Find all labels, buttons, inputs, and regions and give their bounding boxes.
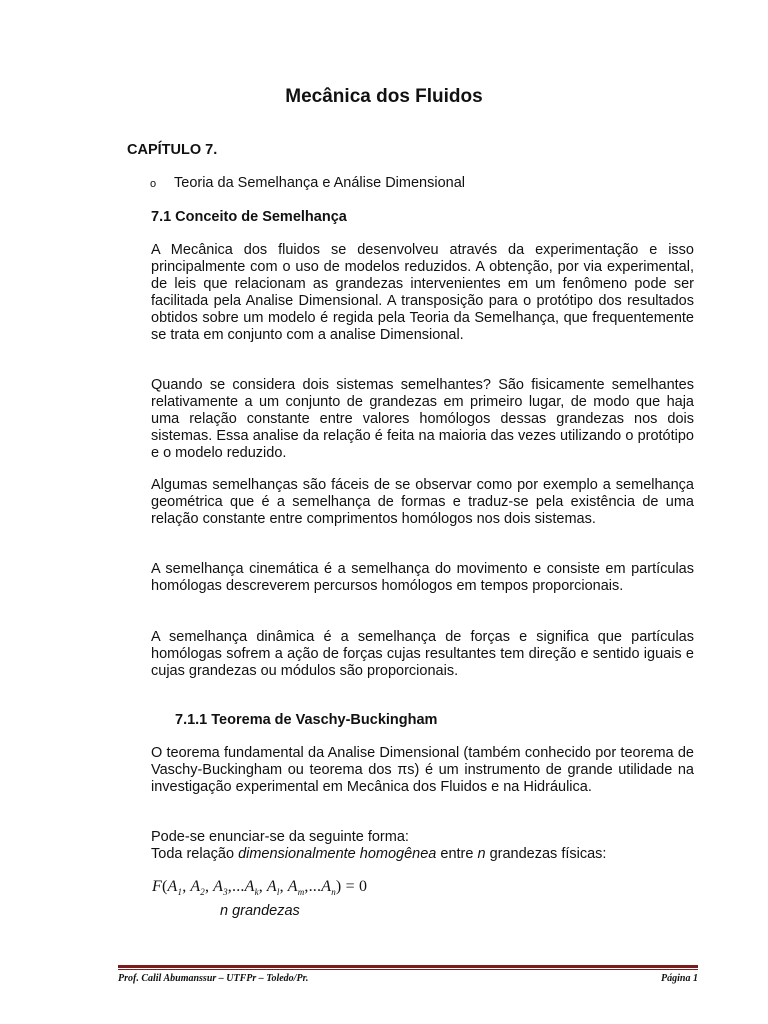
paragraph-1: A Mecânica dos fluidos se desenvolveu através da experimentação e isso principalmente com o uso de modelos reduzidos. A obtenção, por via experimental, de leis que relacionam as grandezas intervenientes em um fenômeno pode ser facilitada pela Analise Dimensional. A transposição para o protótipo dos resultados obtidos sobre um modelo é regida pela Teoria da Semelhança, que frequentemente se trata em conjunto com a analise Dimensional. (151, 242, 694, 343)
bullet-marker: o (150, 178, 157, 190)
paragraph-2: Quando se considera dois sistemas semelhantes? São fisicamente semelhantes relativamente a um conjunto de grandezas em primeiro lugar, de modo que haja uma relação constante entre valores homólogos dessas grandezas nos dois sistemas. Essa analise da relação é feita na maioria das vezes utilizando o protótipo e o modelo reduzido. (151, 377, 694, 461)
section-heading: 7.1 Conceito de Semelhança (151, 209, 347, 225)
paragraph-4: A semelhança cinemática é a semelhança do movimento e consiste em partículas homólogas descreverem percursos homólogos em tempos proporcionais. (151, 561, 694, 594)
relation-mid: entre (436, 846, 478, 862)
bullet-text: Teoria da Semelhança e Análise Dimensional (174, 175, 465, 191)
footer-page-number: Página 1 (661, 973, 698, 984)
page-title: Mecânica dos Fluidos (285, 86, 483, 107)
relation-prefix: Toda relação (151, 846, 239, 862)
footer-rule-thick (118, 965, 698, 968)
footer-author: Prof. Calil Abumanssur – UTFPr – Toledo/Pr. (118, 973, 309, 984)
relation-italic: dimensionalmente homogênea (238, 846, 437, 862)
footer-rule-thin (118, 969, 698, 970)
enunciate-line: Pode-se enunciar-se da seguinte forma: (151, 829, 409, 845)
relation-suffix: grandezas físicas: (485, 846, 607, 862)
relation-n: n (477, 846, 486, 862)
paragraph-5: A semelhança dinâmica é a semelhança de forças e significa que partículas homólogas sofrem a ação de forças cujas resultantes tem direção e sentido iguais e cujas grandezas ou módulos são proporcionais. (151, 629, 694, 679)
formula: $F(A_1$, $A_2$, $A_3,...A_k$, $A_l$, $A_m,...A_n) = 0$ (152, 878, 368, 898)
paragraph-3: Algumas semelhanças são fáceis de se observar como por exemplo a semelhança geométrica que é a semelhança de formas e traduz-se pela existência de uma relação constante entre comprimentos homólogos nos dois sistemas. (151, 477, 694, 527)
chapter-heading: CAPÍTULO 7. (127, 142, 218, 158)
relation-line (151, 846, 694, 863)
bullet-item (150, 175, 465, 191)
theorem-paragraph: O teorema fundamental da Analise Dimensional (também conhecido por teorema de Vaschy-Buckingham ou teorema dos πs) é um instrumento de grande utilidade na investigação experimental em Mecânica dos Fluidos e na Hidráulica. (151, 745, 694, 795)
formula-label: n grandezas (220, 903, 300, 919)
subsection-heading: 7.1.1 Teorema de Vaschy-Buckingham (175, 712, 438, 728)
